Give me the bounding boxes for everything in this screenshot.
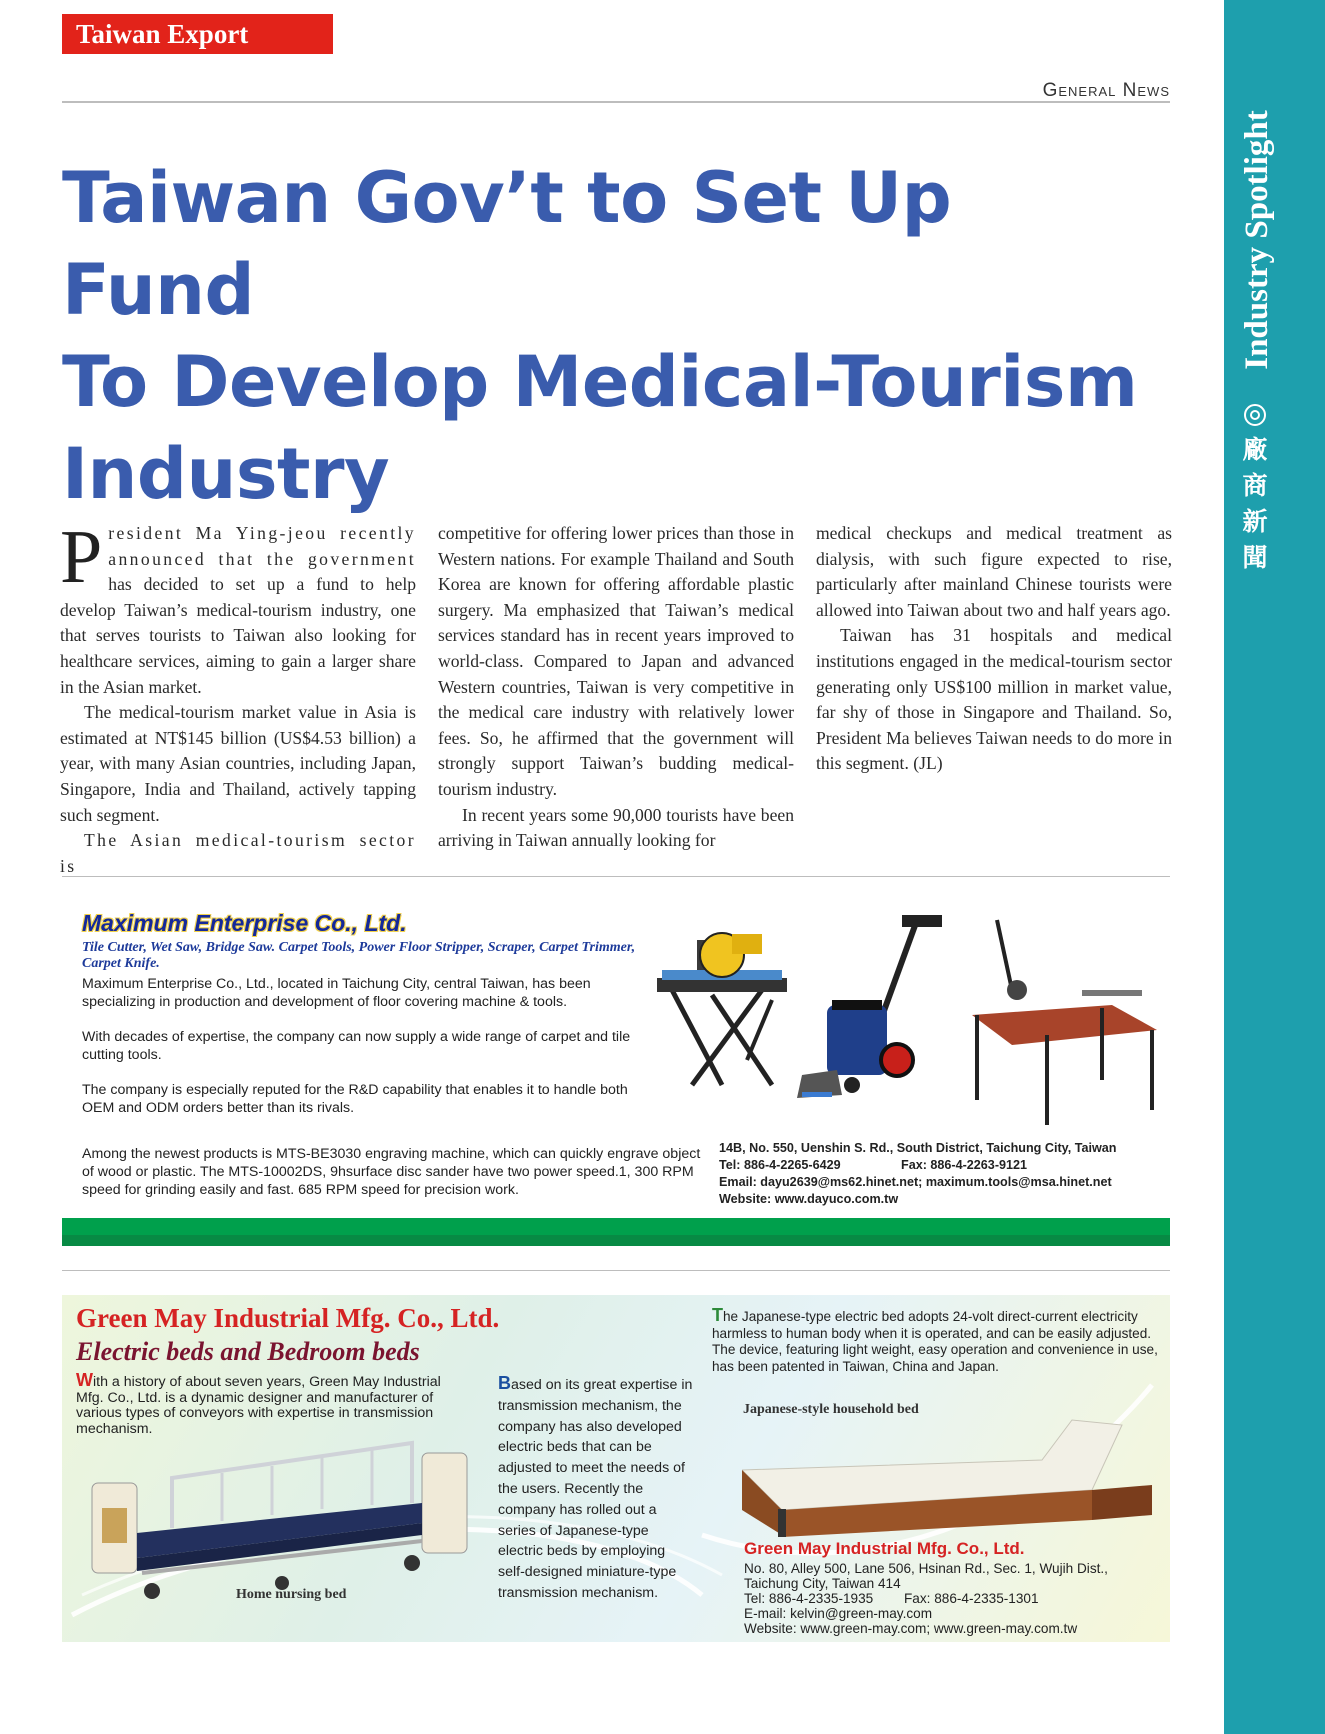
sidebar-title-en-wrap [1237,100,1277,380]
ad-website: Website: www.dayuco.com.tw [719,1192,899,1206]
ad-paragraph: With decades of expertise, the company can now supply a wide range of carpet and tile cutting tools. [82,1029,631,1063]
ad-paragraph [712,1307,1162,1375]
text-run: he Japanese-type electric bed adopts 24-volt direct-current electricity harmless to human body when it is operated, and can be easily adjusted. The device, featuring light weight, easy operation and convenience in use, has been patented in Taiwan, China and Japan. [712,1309,1158,1374]
ad-phone-fax [744,1591,1164,1606]
headline-line: Taiwan Gov’t to Set Up Fund [62,157,952,331]
text-run: ased on its great expertise in transmission mechanism, the company has also developed electric beds that can be adjusted to meet the needs of the users. Recently the company has rolled out a series of Japanese-type electric beds by employing self-designed miniature-type transmission mechanism. [498,1377,693,1601]
ad-green-may [62,1295,1170,1642]
text-run: has decided to set up a fund to help develop Taiwan’s medical-tourism industry, one that serves tourists to Taiwan also looking for healthcare services, aiming to gain a larger share in the Asian market. [60,574,416,697]
ad-fax: Fax: 886-4-2335-1301 [904,1591,1039,1606]
ad-contact-block [719,1140,1169,1208]
ad-company-name: Maximum Enterprise Co., Ltd. [82,910,407,936]
ad-maximum-enterprise [62,900,1170,1220]
sidebar-zh-char: 廠 [1242,435,1268,464]
ad-divider [62,1270,1170,1271]
ad-tagline: Electric beds and Bedroom beds [76,1337,420,1366]
contact-company: Green May Industrial Mfg. Co., Ltd. [744,1539,1025,1558]
ad-company-name: Green May Industrial Mfg. Co., Ltd. [76,1303,500,1333]
headline-line: To Develop Medical-Tourism [62,341,1138,423]
bridge-saw-illustration [972,920,1157,1125]
ad-paragraph [498,1373,694,1604]
text-run: announced that the government [108,548,416,569]
paragraph [60,515,416,700]
ad-website: Website: www.green-may.com; www.green-may.com.tw [744,1621,1078,1636]
paragraph: In recent years some 90,000 tourists have been arriving in Taiwan annually looking for [438,804,794,851]
ad-email: Email: dayu2639@ms62.hinet.net; maximum.tools@msa.hinet.net [719,1175,1112,1189]
text-run: resident Ma Ying-jeou recently [108,523,416,543]
ad-address: Taichung City, Taiwan 414 [744,1576,901,1591]
ad-paragraph: Maximum Enterprise Co., Ltd., located in Taichung City, central Taiwan, has been specializing in production and development of floor covering machine & tools. [82,976,591,1010]
paragraph: Taiwan has 31 hospitals and medical institutions engaged in the medical-tourism sector generating only US$100 million in market value, far shy of those in Singapore and Thailand. So, President Ma believes Taiwan needs to do more in this segment. (JL) [816,625,1172,774]
drop-cap: P [60,515,103,599]
ad-address: No. 80, Alley 500, Lane 506, Hsinan Rd., Sec. 1, Wujih Dist., [744,1561,1108,1576]
green-divider-bar [62,1218,1170,1246]
ad-phone: Tel: 886-4-2265-6429 [719,1158,841,1172]
headline-line: Industry [62,433,390,515]
article-body [60,515,1172,876]
article-column-1 [60,515,416,879]
initial-cap: B [498,1373,511,1393]
sidebar-title-en: Industry Spotlight [1239,110,1275,370]
ad-address: 14B, No. 550, Uenshin S. Rd., South District, Taichung City, Taiwan [719,1141,1117,1155]
ad-contact-block [744,1539,1164,1636]
initial-cap: T [712,1305,723,1325]
article-headline [62,152,1162,520]
initial-cap: W [76,1370,93,1390]
ad-description [82,975,642,1134]
article-column-3 [816,521,1172,777]
tile-saw-illustration [657,933,787,1085]
ad-paragraph: The company is especially reputed for the R&D capability that enables it to handle both OEM and ODM orders better than its rivals. [82,1082,628,1116]
sidebar-zh-char: 新 [1242,507,1268,536]
top-divider [62,101,1170,103]
double-circle-icon [1244,404,1266,426]
sidebar-zh-char: 聞 [1242,543,1268,572]
product-photos [652,910,1162,1135]
floor-stripper-illustration [797,915,942,1098]
paragraph: The medical-tourism market value in Asia is estimated at NT$145 billion (US$4.53 billion) a year, with many Asian countries, including Japan, Singapore, India and Thailand, actively tapping such segment. [60,702,416,825]
image-caption: Japanese-style household bed [743,1402,919,1417]
article-column-2 [438,521,794,854]
ad-product-list: Tile Cutter, Wet Saw, Bridge Saw. Carpet Tools, Power Floor Stripper, Scraper, Carpet Trimmer, Carpet Knife. [82,940,636,971]
paragraph: medical checkups and medical treatment as dialysis, with such figure expected to rise, particularly after mainland Chinese tourists were allowed into Taiwan about two and half years ago. [816,523,1172,620]
home-nursing-bed-illustration [82,1423,492,1603]
paragraph: The Asian medical-tourism sector is [60,830,416,876]
ad-phone: Tel: 886-4-2335-1935 [744,1591,874,1606]
section-label: General News [1042,80,1170,101]
publication-name: Taiwan Export Express [76,19,249,89]
ad-paragraph: Among the newest products is MTS-BE3030 engraving machine, which can quickly engrave object of wood or plastic. The MTS-10002DS, 9hsurface disc sander have two power speed.1, 300 RPM speed for grinding easily and fast. 685 RPM speed for precision work. [82,1146,701,1198]
paragraph: competitive for offering lower prices than those in Western nations. For example Thailand and South Korea are known for offering affordable plastic surgery. Ma emphasized that Taiwan’s medical services standard has in recent years improved to world-class. Compared to Japan and advanced Western countries, Taiwan is very competitive in the medical care industry with relatively lower fees. So, he affirmed that the government will strongly support Taiwan’s budding medical-tourism industry. [438,523,794,799]
text-run: ith a history of about seven years, Green May Industrial Mfg. Co., Ltd. is a dynamic designer and manufacturer of various types of conveyors with expertise in transmission mechanism. [76,1374,441,1437]
japanese-style-bed-illustration [742,1415,1162,1540]
ad-email: E-mail: kelvin@green-may.com [744,1606,933,1621]
ad-phone-fax [719,1157,1169,1174]
sidebar-zh-char: 商 [1242,471,1268,500]
sidebar-title-zh [1238,432,1272,576]
publication-tag [62,14,333,89]
ad-fax: Fax: 886-4-2263-9121 [901,1158,1028,1172]
article-divider [62,876,1170,877]
image-caption: Home nursing bed [236,1587,347,1602]
